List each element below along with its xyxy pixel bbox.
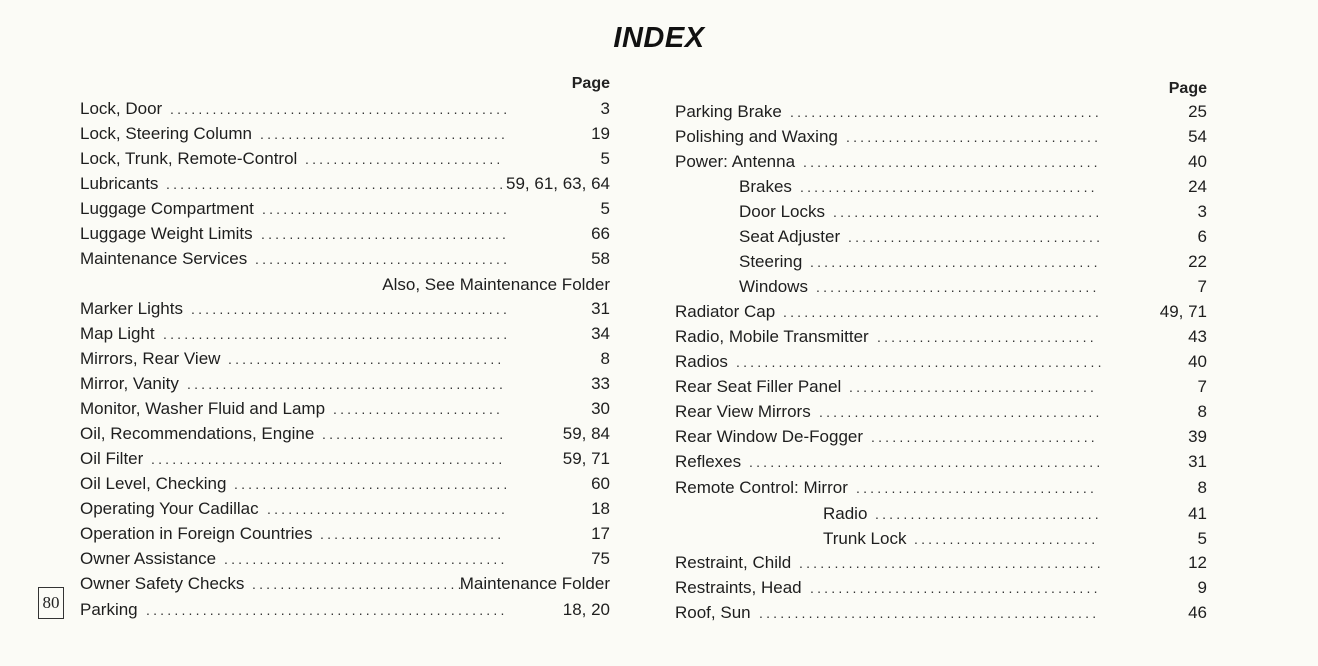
entry-term: Oil Level, Checking xyxy=(80,474,227,493)
entry-pages: 46 xyxy=(1188,603,1207,622)
index-entry xyxy=(675,576,1207,600)
dot-leader: .................................. xyxy=(856,480,1098,496)
entry-term: Parking Brake xyxy=(675,102,782,121)
left-page-header: Page xyxy=(571,75,610,92)
dot-leader: ............................................. xyxy=(187,376,507,392)
entry-pages: 22 xyxy=(1188,252,1207,271)
entry-term: Owner Safety Checks xyxy=(80,574,245,593)
entry-pages: 54 xyxy=(1188,127,1207,146)
entry-term: Monitor, Washer Fluid and Lamp xyxy=(80,399,326,418)
entry-pages: 30 xyxy=(591,399,610,418)
index-entry xyxy=(80,222,610,246)
entry-pages: 39 xyxy=(1188,427,1207,446)
dot-leader: ................................... xyxy=(849,379,1098,395)
index-entry xyxy=(675,375,1207,399)
entry-pages: 5 xyxy=(600,199,610,218)
entry-pages: 60 xyxy=(591,474,610,493)
entry-pages: 18, 20 xyxy=(562,600,610,619)
index-entry xyxy=(80,472,610,496)
index-entry xyxy=(675,601,1207,625)
dot-leader: ............................... xyxy=(877,329,1097,345)
entry-pages: 9 xyxy=(1197,578,1207,597)
index-title: INDEX xyxy=(613,22,705,54)
index-entry xyxy=(80,97,610,121)
index-entry xyxy=(80,572,610,596)
entry-pages: 31 xyxy=(591,299,610,318)
dot-leader: ................................................ xyxy=(170,101,511,117)
index-entry xyxy=(80,322,610,346)
dot-leader: .................................................. xyxy=(151,451,506,467)
entry-pages: 7 xyxy=(1197,377,1207,396)
index-entry xyxy=(675,225,1207,249)
entry-pages: 7 xyxy=(1197,277,1207,296)
dot-leader: ....................................... xyxy=(234,476,511,492)
index-entry xyxy=(80,273,610,297)
index-entry xyxy=(80,372,610,396)
right-column xyxy=(675,0,1207,640)
dot-leader: ................................... xyxy=(260,126,509,142)
index-entry xyxy=(675,150,1207,174)
index-entry xyxy=(80,147,610,171)
index-entry xyxy=(675,350,1207,374)
entry-pages: 8 xyxy=(600,349,610,368)
right-page-header: Page xyxy=(1168,80,1207,97)
dot-leader: ............................................ xyxy=(790,104,1102,120)
entry-term: Lock, Trunk, Remote-Control xyxy=(80,149,298,168)
index-entry xyxy=(80,447,610,471)
index-entry xyxy=(80,172,610,196)
index-entry xyxy=(80,422,610,446)
index-entry xyxy=(675,551,1207,575)
index-entry xyxy=(675,275,1207,299)
dot-leader: ................................................ xyxy=(759,605,1100,621)
index-entry xyxy=(80,122,610,146)
entry-term: Oil Filter xyxy=(80,449,144,468)
entry-term: Radio xyxy=(823,504,868,523)
entry-pages: 66 xyxy=(591,224,610,243)
dot-leader: ............................................. xyxy=(783,304,1103,320)
entry-term: Rear Seat Filler Panel xyxy=(675,377,842,396)
entry-term: Power: Antenna xyxy=(675,152,796,171)
entry-reference-note: Maintenance Folder xyxy=(459,574,610,593)
dot-leader: .................................. xyxy=(267,501,509,517)
dot-leader: ............................ xyxy=(305,151,504,167)
entry-term: Restraint, Child xyxy=(675,553,792,572)
entry-term: Remote Control: Mirror xyxy=(675,478,848,497)
dot-leader: ........................................ xyxy=(819,404,1103,420)
entry-pages: 6 xyxy=(1197,227,1207,246)
entry-term: Roof, Sun xyxy=(675,603,751,622)
dot-leader: .......................................... xyxy=(800,179,1098,195)
dot-leader: ................................... xyxy=(261,226,510,242)
dot-leader: ................................... xyxy=(262,201,511,217)
entry-pages: 24 xyxy=(1188,177,1207,196)
dot-leader: .......................... xyxy=(914,531,1099,547)
index-entry xyxy=(675,527,1207,551)
entry-term: Radiator Cap xyxy=(675,302,776,321)
index-entry xyxy=(675,502,1207,526)
entry-pages: 49, 71 xyxy=(1159,302,1207,321)
entry-term: Parking xyxy=(80,600,138,619)
entry-term: Trunk Lock xyxy=(823,529,907,548)
dot-leader: .................................... xyxy=(846,129,1102,145)
dot-leader: .................................................... xyxy=(736,354,1105,370)
index-entry xyxy=(675,325,1207,349)
entry-pages: 12 xyxy=(1188,553,1207,572)
dot-leader: ................................................. xyxy=(163,326,511,342)
entry-term: Seat Adjuster xyxy=(739,227,841,246)
entry-term: Rear Window De-Fogger xyxy=(675,427,864,446)
entry-term: Lock, Door xyxy=(80,99,163,118)
entry-pages: 75 xyxy=(591,549,610,568)
entry-term: Steering xyxy=(739,252,803,271)
entry-term: Lock, Steering Column xyxy=(80,124,252,143)
entry-term: Luggage Weight Limits xyxy=(80,224,253,243)
entry-term: Owner Assistance xyxy=(80,549,217,568)
entry-pages: 18 xyxy=(591,499,610,518)
entry-pages: 3 xyxy=(600,99,610,118)
entry-pages: 43 xyxy=(1188,327,1207,346)
index-entry xyxy=(80,547,610,571)
index-entry xyxy=(80,247,610,271)
entry-term: Brakes xyxy=(739,177,792,196)
entry-pages: 40 xyxy=(1188,152,1207,171)
dot-leader: ........................................ xyxy=(816,279,1100,295)
entry-pages: 41 xyxy=(1188,504,1207,523)
entry-pages: 59, 71 xyxy=(562,449,610,468)
entry-reference-note: Also, See Maintenance Folder xyxy=(382,275,610,294)
dot-leader: ....................................... xyxy=(228,351,505,367)
index-entry xyxy=(80,522,610,546)
entry-pages: 19 xyxy=(591,124,610,143)
dot-leader: .......................... xyxy=(322,426,507,442)
entry-term: Luggage Compartment xyxy=(80,199,254,218)
dot-leader: .......................... xyxy=(320,526,505,542)
entry-pages: 31 xyxy=(1188,452,1207,471)
dot-leader: ............................................. xyxy=(191,301,511,317)
index-entry xyxy=(80,397,610,421)
dot-leader: ............................... xyxy=(252,576,472,592)
index-entry xyxy=(675,200,1207,224)
index-entry xyxy=(675,300,1207,324)
entry-term: Marker Lights xyxy=(80,299,183,318)
entry-pages: 40 xyxy=(1188,352,1207,371)
dot-leader: ........................................... xyxy=(799,555,1104,571)
page-number-box: 80 xyxy=(38,587,64,619)
index-entry xyxy=(675,450,1207,474)
dot-leader: .................................... xyxy=(848,229,1104,245)
dot-leader: ................................ xyxy=(871,429,1098,445)
entry-term: Maintenance Services xyxy=(80,249,248,268)
index-entry xyxy=(675,476,1207,500)
dot-leader: ................................................ xyxy=(166,176,507,192)
index-entry xyxy=(80,347,610,371)
dot-leader: .................................... xyxy=(255,251,511,267)
dot-leader: ........................................ xyxy=(224,551,508,567)
entry-term: Door Locks xyxy=(739,202,825,221)
dot-leader: ......................................... xyxy=(810,254,1101,270)
entry-pages: 8 xyxy=(1197,478,1207,497)
entry-term: Mirrors, Rear View xyxy=(80,349,221,368)
entry-term: Map Light xyxy=(80,324,155,343)
entry-pages: 59, 84 xyxy=(562,424,610,443)
entry-term: Polishing and Waxing xyxy=(675,127,838,146)
index-entry xyxy=(675,400,1207,424)
dot-leader: .................................................. xyxy=(749,454,1104,470)
dot-leader: ................................................... xyxy=(146,602,508,618)
entry-pages: 25 xyxy=(1188,102,1207,121)
index-entry xyxy=(80,598,610,622)
index-entry xyxy=(675,125,1207,149)
entry-term: Operating Your Cadillac xyxy=(80,499,259,518)
index-entry xyxy=(675,175,1207,199)
entry-term: Oil, Recommendations, Engine xyxy=(80,424,315,443)
entry-term: Rear View Mirrors xyxy=(675,402,811,421)
index-entry xyxy=(80,197,610,221)
entry-term: Windows xyxy=(739,277,808,296)
entry-term: Radios xyxy=(675,352,728,371)
entry-pages: 34 xyxy=(591,324,610,343)
index-entry xyxy=(80,297,610,321)
entry-term: Reflexes xyxy=(675,452,742,471)
entry-pages: 33 xyxy=(591,374,610,393)
index-entry xyxy=(675,250,1207,274)
entry-pages: 58 xyxy=(591,249,610,268)
dot-leader: ........................ xyxy=(333,401,504,417)
left-column xyxy=(80,0,610,640)
index-entry xyxy=(675,425,1207,449)
dot-leader: .......................................... xyxy=(803,154,1101,170)
dot-leader: ................................ xyxy=(875,506,1102,522)
entry-term: Restraints, Head xyxy=(675,578,802,597)
entry-pages: 3 xyxy=(1197,202,1207,221)
entry-pages: 59, 61, 63, 64 xyxy=(506,174,610,193)
index-entry xyxy=(80,497,610,521)
entry-pages: 8 xyxy=(1197,402,1207,421)
entry-pages: 5 xyxy=(1197,529,1207,548)
entry-term: Mirror, Vanity xyxy=(80,374,179,393)
entry-term: Radio, Mobile Transmitter xyxy=(675,327,869,346)
dot-leader: ......................................... xyxy=(810,580,1101,596)
entry-term: Lubricants xyxy=(80,174,159,193)
entry-pages: 17 xyxy=(591,524,610,543)
index-entry xyxy=(675,100,1207,124)
entry-pages: 5 xyxy=(600,149,610,168)
entry-term: Operation in Foreign Countries xyxy=(80,524,313,543)
dot-leader: ...................................... xyxy=(833,204,1103,220)
